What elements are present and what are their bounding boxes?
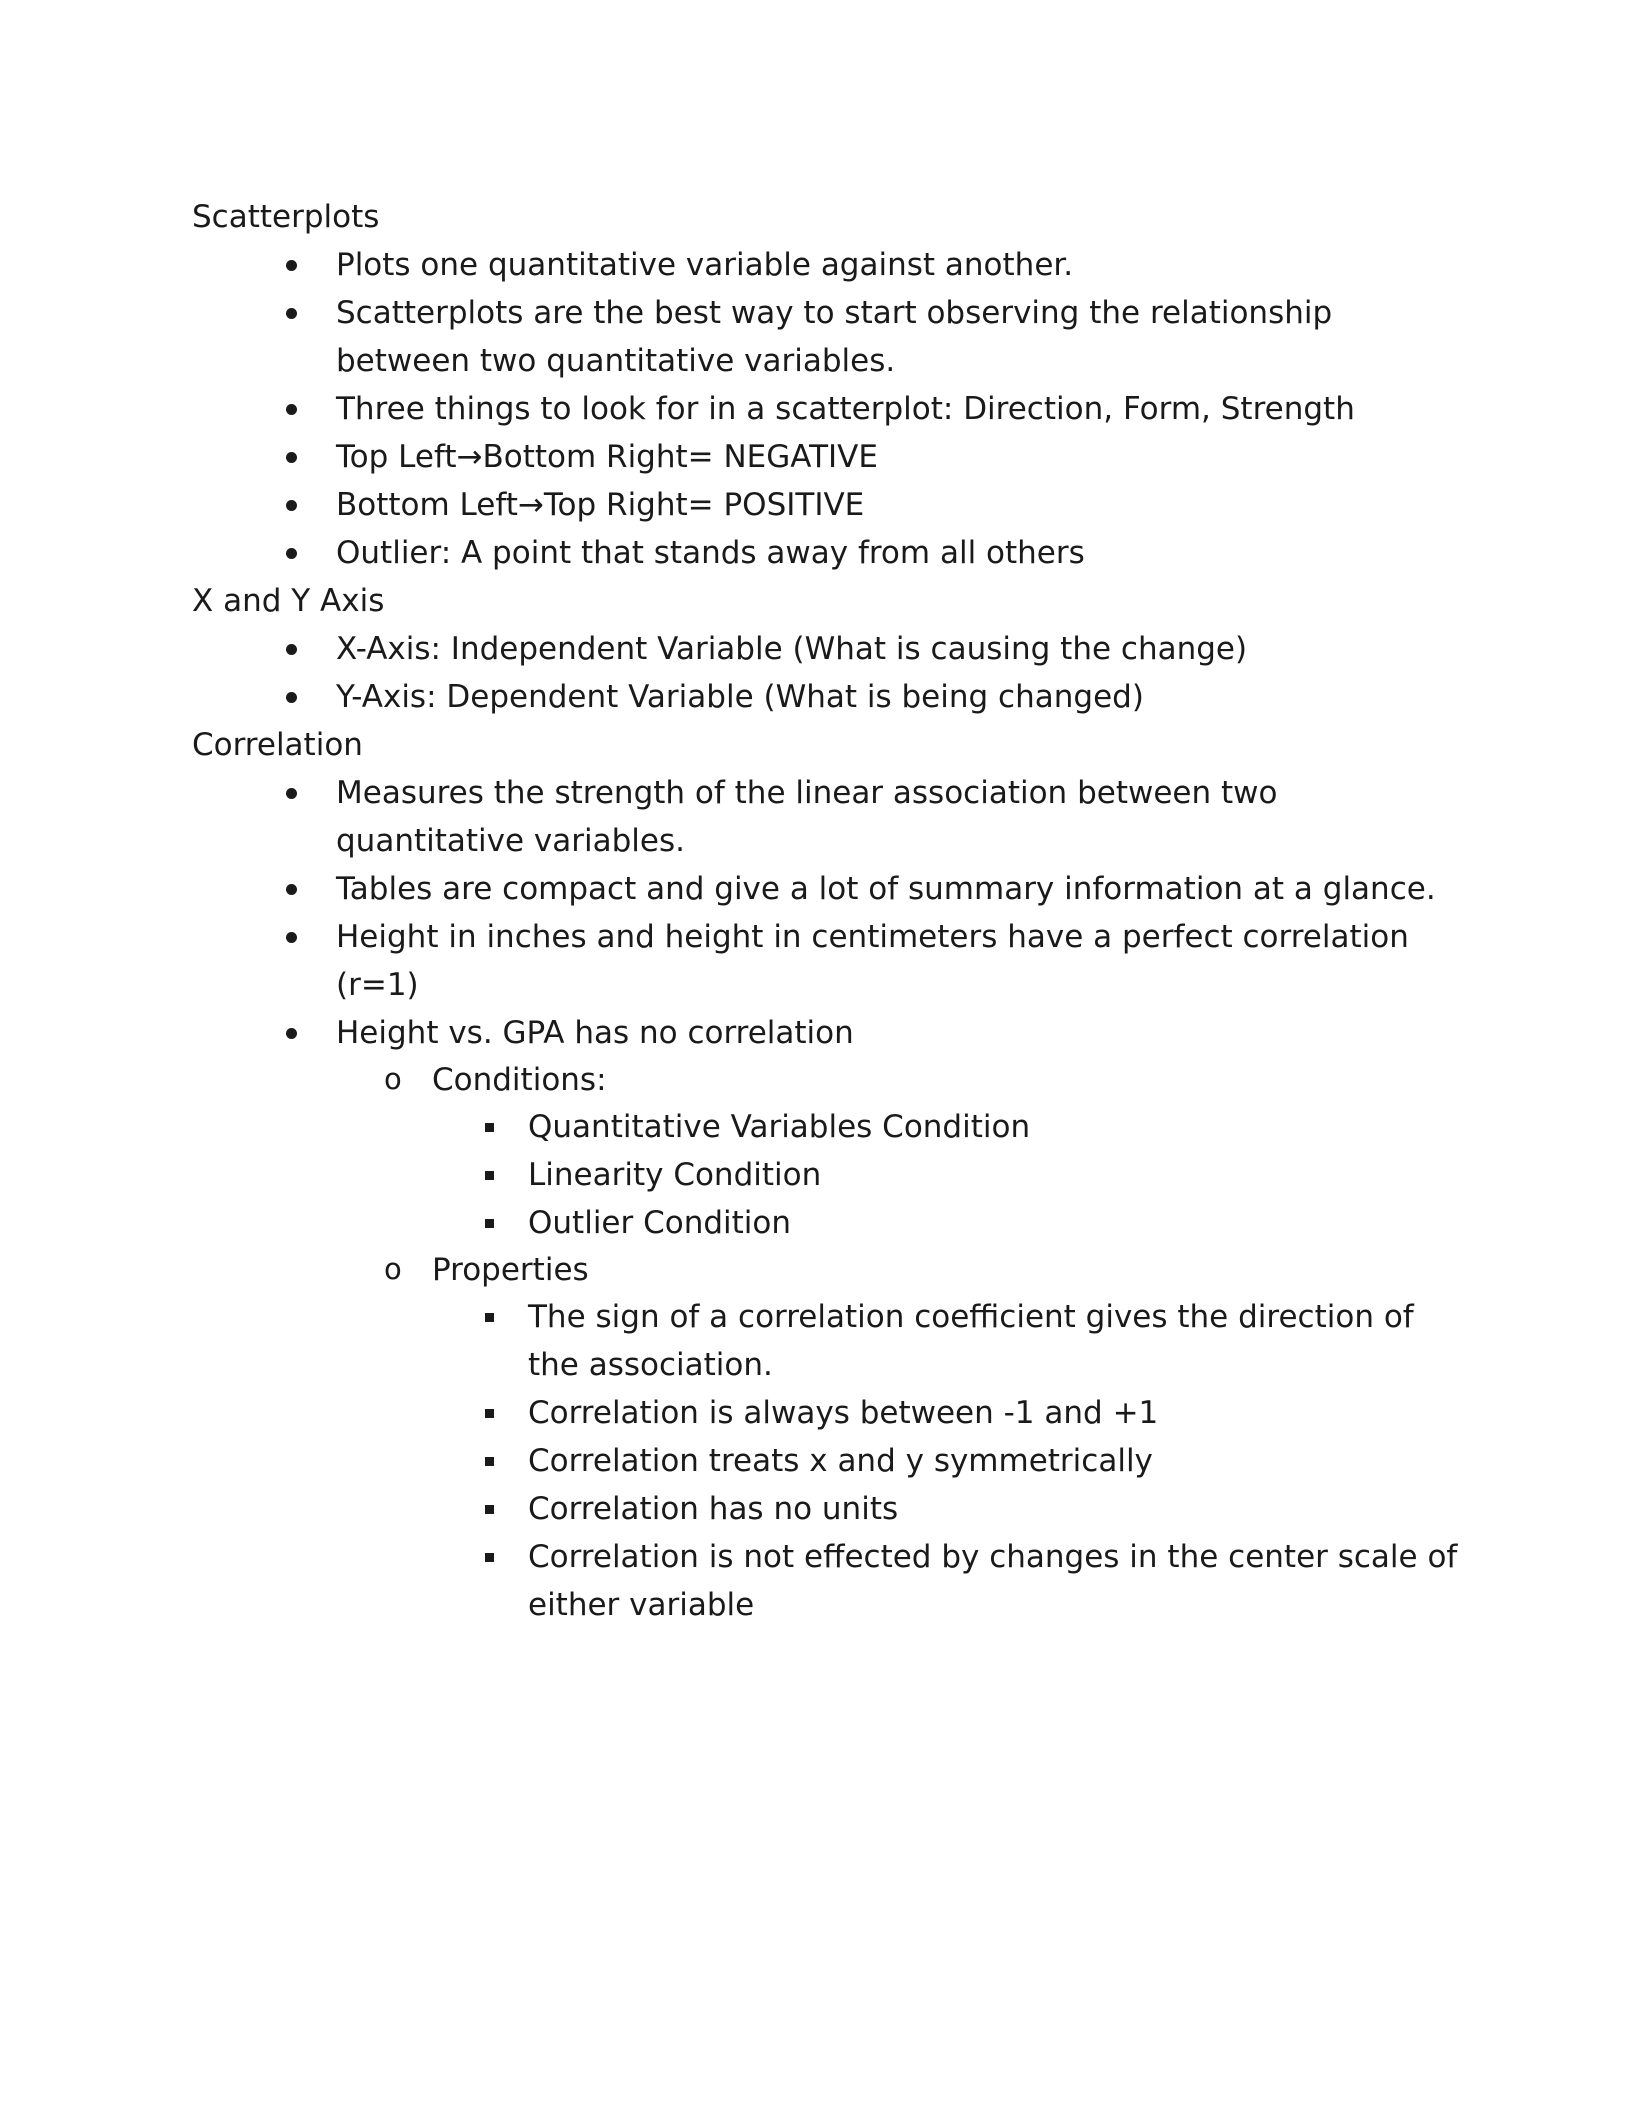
- circle-marker-icon: o: [384, 1252, 402, 1286]
- square-bullet-icon: [485, 1553, 494, 1562]
- bullet-dot-icon: [286, 548, 297, 559]
- list-item: X-Axis: Independent Variable (What is causing the change): [192, 625, 1462, 673]
- section-heading: Correlation: [192, 727, 363, 763]
- list-item: Top Left→Bottom Right= NEGATIVE: [192, 433, 1462, 481]
- sub-list-item-conditions: o Conditions:: [192, 1057, 1462, 1103]
- section-x-and-y-axis: [192, 577, 1462, 721]
- list-item: Correlation is not effected by changes in the center scale of either variable: [192, 1533, 1462, 1629]
- bullet-dot-icon: [286, 452, 297, 463]
- square-bullet-icon: [485, 1219, 494, 1228]
- square-bullet-icon: [485, 1313, 494, 1322]
- list-item: Three things to look for in a scatterplot: Direction, Form, Strength: [192, 385, 1462, 433]
- bullet-dot-icon: [286, 788, 297, 799]
- document-body: [192, 193, 1462, 1629]
- list-item: Scatterplots are the best way to start observing the relationship between two quantitative variables.: [192, 289, 1462, 385]
- list-item: Correlation is always between -1 and +1: [192, 1389, 1462, 1437]
- square-bullet-icon: [485, 1457, 494, 1466]
- section-heading: Scatterplots: [192, 199, 380, 235]
- section-heading: X and Y Axis: [192, 583, 385, 619]
- section-correlation: [192, 721, 1462, 1629]
- square-bullet-icon: [485, 1123, 494, 1132]
- list-item: The sign of a correlation coefficient gives the direction of the association.: [192, 1293, 1462, 1389]
- bullet-list: [192, 769, 1462, 1629]
- list-item: Quantitative Variables Condition: [192, 1103, 1462, 1151]
- bullet-dot-icon: [286, 932, 297, 943]
- square-bullet-icon: [485, 1171, 494, 1180]
- list-item: Height vs. GPA has no correlation: [192, 1009, 1462, 1057]
- bullet-dot-icon: [286, 260, 297, 271]
- list-item: Correlation has no units: [192, 1485, 1462, 1533]
- list-item: Correlation treats x and y symmetrically: [192, 1437, 1462, 1485]
- sub-list-item-properties: o Properties: [192, 1247, 1462, 1293]
- square-bullet-icon: [485, 1409, 494, 1418]
- list-item: Height in inches and height in centimeters have a perfect correlation (r=1): [192, 913, 1462, 1009]
- list-item: Outlier: A point that stands away from all others: [192, 529, 1462, 577]
- list-item: Plots one quantitative variable against another.: [192, 241, 1462, 289]
- list-item: Measures the strength of the linear association between two quantitative variables.: [192, 769, 1462, 865]
- list-item: Linearity Condition: [192, 1151, 1462, 1199]
- bullet-dot-icon: [286, 308, 297, 319]
- bullet-dot-icon: [286, 500, 297, 511]
- list-item: Y-Axis: Dependent Variable (What is being changed): [192, 673, 1462, 721]
- bullet-dot-icon: [286, 1028, 297, 1039]
- bullet-dot-icon: [286, 692, 297, 703]
- bullet-list: [192, 625, 1462, 721]
- bullet-dot-icon: [286, 884, 297, 895]
- list-item: Tables are compact and give a lot of summary information at a glance.: [192, 865, 1462, 913]
- bullet-dot-icon: [286, 404, 297, 415]
- bullet-list: [192, 241, 1462, 577]
- list-item: Bottom Left→Top Right= POSITIVE: [192, 481, 1462, 529]
- circle-marker-icon: o: [384, 1062, 402, 1096]
- section-scatterplots: [192, 193, 1462, 577]
- list-item: Outlier Condition: [192, 1199, 1462, 1247]
- square-bullet-icon: [485, 1505, 494, 1514]
- bullet-dot-icon: [286, 644, 297, 655]
